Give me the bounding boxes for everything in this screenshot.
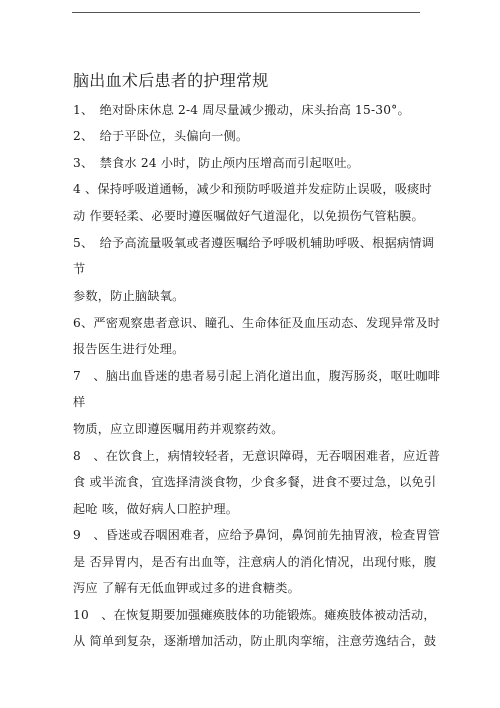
paragraph-line: 2、 给于平卧位，头偏向一侧。	[73, 129, 249, 143]
header-rule	[72, 12, 420, 13]
paragraph-line: 泻应 了解有无低血钾或过多的进食糖类。	[73, 581, 301, 595]
document-title: 脑出血术后患者的护理常规	[73, 71, 269, 90]
paragraph-line: 报告医生进行处理。	[73, 342, 185, 356]
paragraph-line: 动 作要轻柔、必要时遵医嘱做好气道湿化，以免损伤气管粘膜。	[73, 209, 424, 223]
paragraph-line: 4 、保持呼吸道通畅，减少和预防呼吸道并发症防止误吸，吸痰时	[73, 182, 432, 196]
paragraph-line: 3、 禁食水 24 小时，防止颅内压增高而引起呕吐。	[73, 156, 360, 170]
paragraph-line: 食 或半流食，宜选择清淡食物，少食多餐，进食不要过急，以免引	[73, 475, 437, 489]
paragraph-line: 6、严密观察患者意识、瞳孔、生命体征及血压动态、发现异常及时	[73, 316, 441, 330]
paragraph-line: 8 、在饮食上，病情较轻者，无意识障碍，无吞咽困难者，应近普	[73, 449, 441, 463]
paragraph-line: 7 、脑出血昏迷的患者易引起上消化道出血，腹泻肠炎，呕吐咖啡	[73, 369, 441, 383]
paragraph-line: 节	[73, 262, 86, 276]
paragraph-line: 参数，防止脑缺氧。	[73, 289, 185, 303]
paragraph-line: 样	[73, 395, 86, 409]
paragraph-line: 5、 给予高流量吸氧或者遵医嘱给予呼吸机辅助呼吸、根据病情调	[73, 236, 435, 250]
paragraph-line: 10 、在恢复期要加强瘫痪肢体的功能锻炼。瘫痪肢体被动活动，	[73, 608, 436, 622]
paragraph-line: 9 、昏迷或吞咽困难者，应给予鼻饲，鼻饲前先抽胃液，检查胃管	[73, 528, 441, 542]
paragraph-line: 物质，应立即遵医嘱用药并观察药效。	[73, 422, 284, 436]
paragraph-line: 1、 绝对卧床休息 2-4 周尽量减少搬动，床头抬高 15-30°。	[73, 103, 410, 117]
paragraph-line: 从 简单到复杂，逐渐增加活动，防止肌肉挛缩，注意劳逸结合，鼓	[73, 634, 437, 648]
paragraph-line: 起呛 咳，做好病人口腔护理。	[73, 502, 239, 516]
paragraph-line: 是 否异胃内，是否有出血等，注意病人的消化情况，出现付账，腹	[73, 555, 437, 569]
